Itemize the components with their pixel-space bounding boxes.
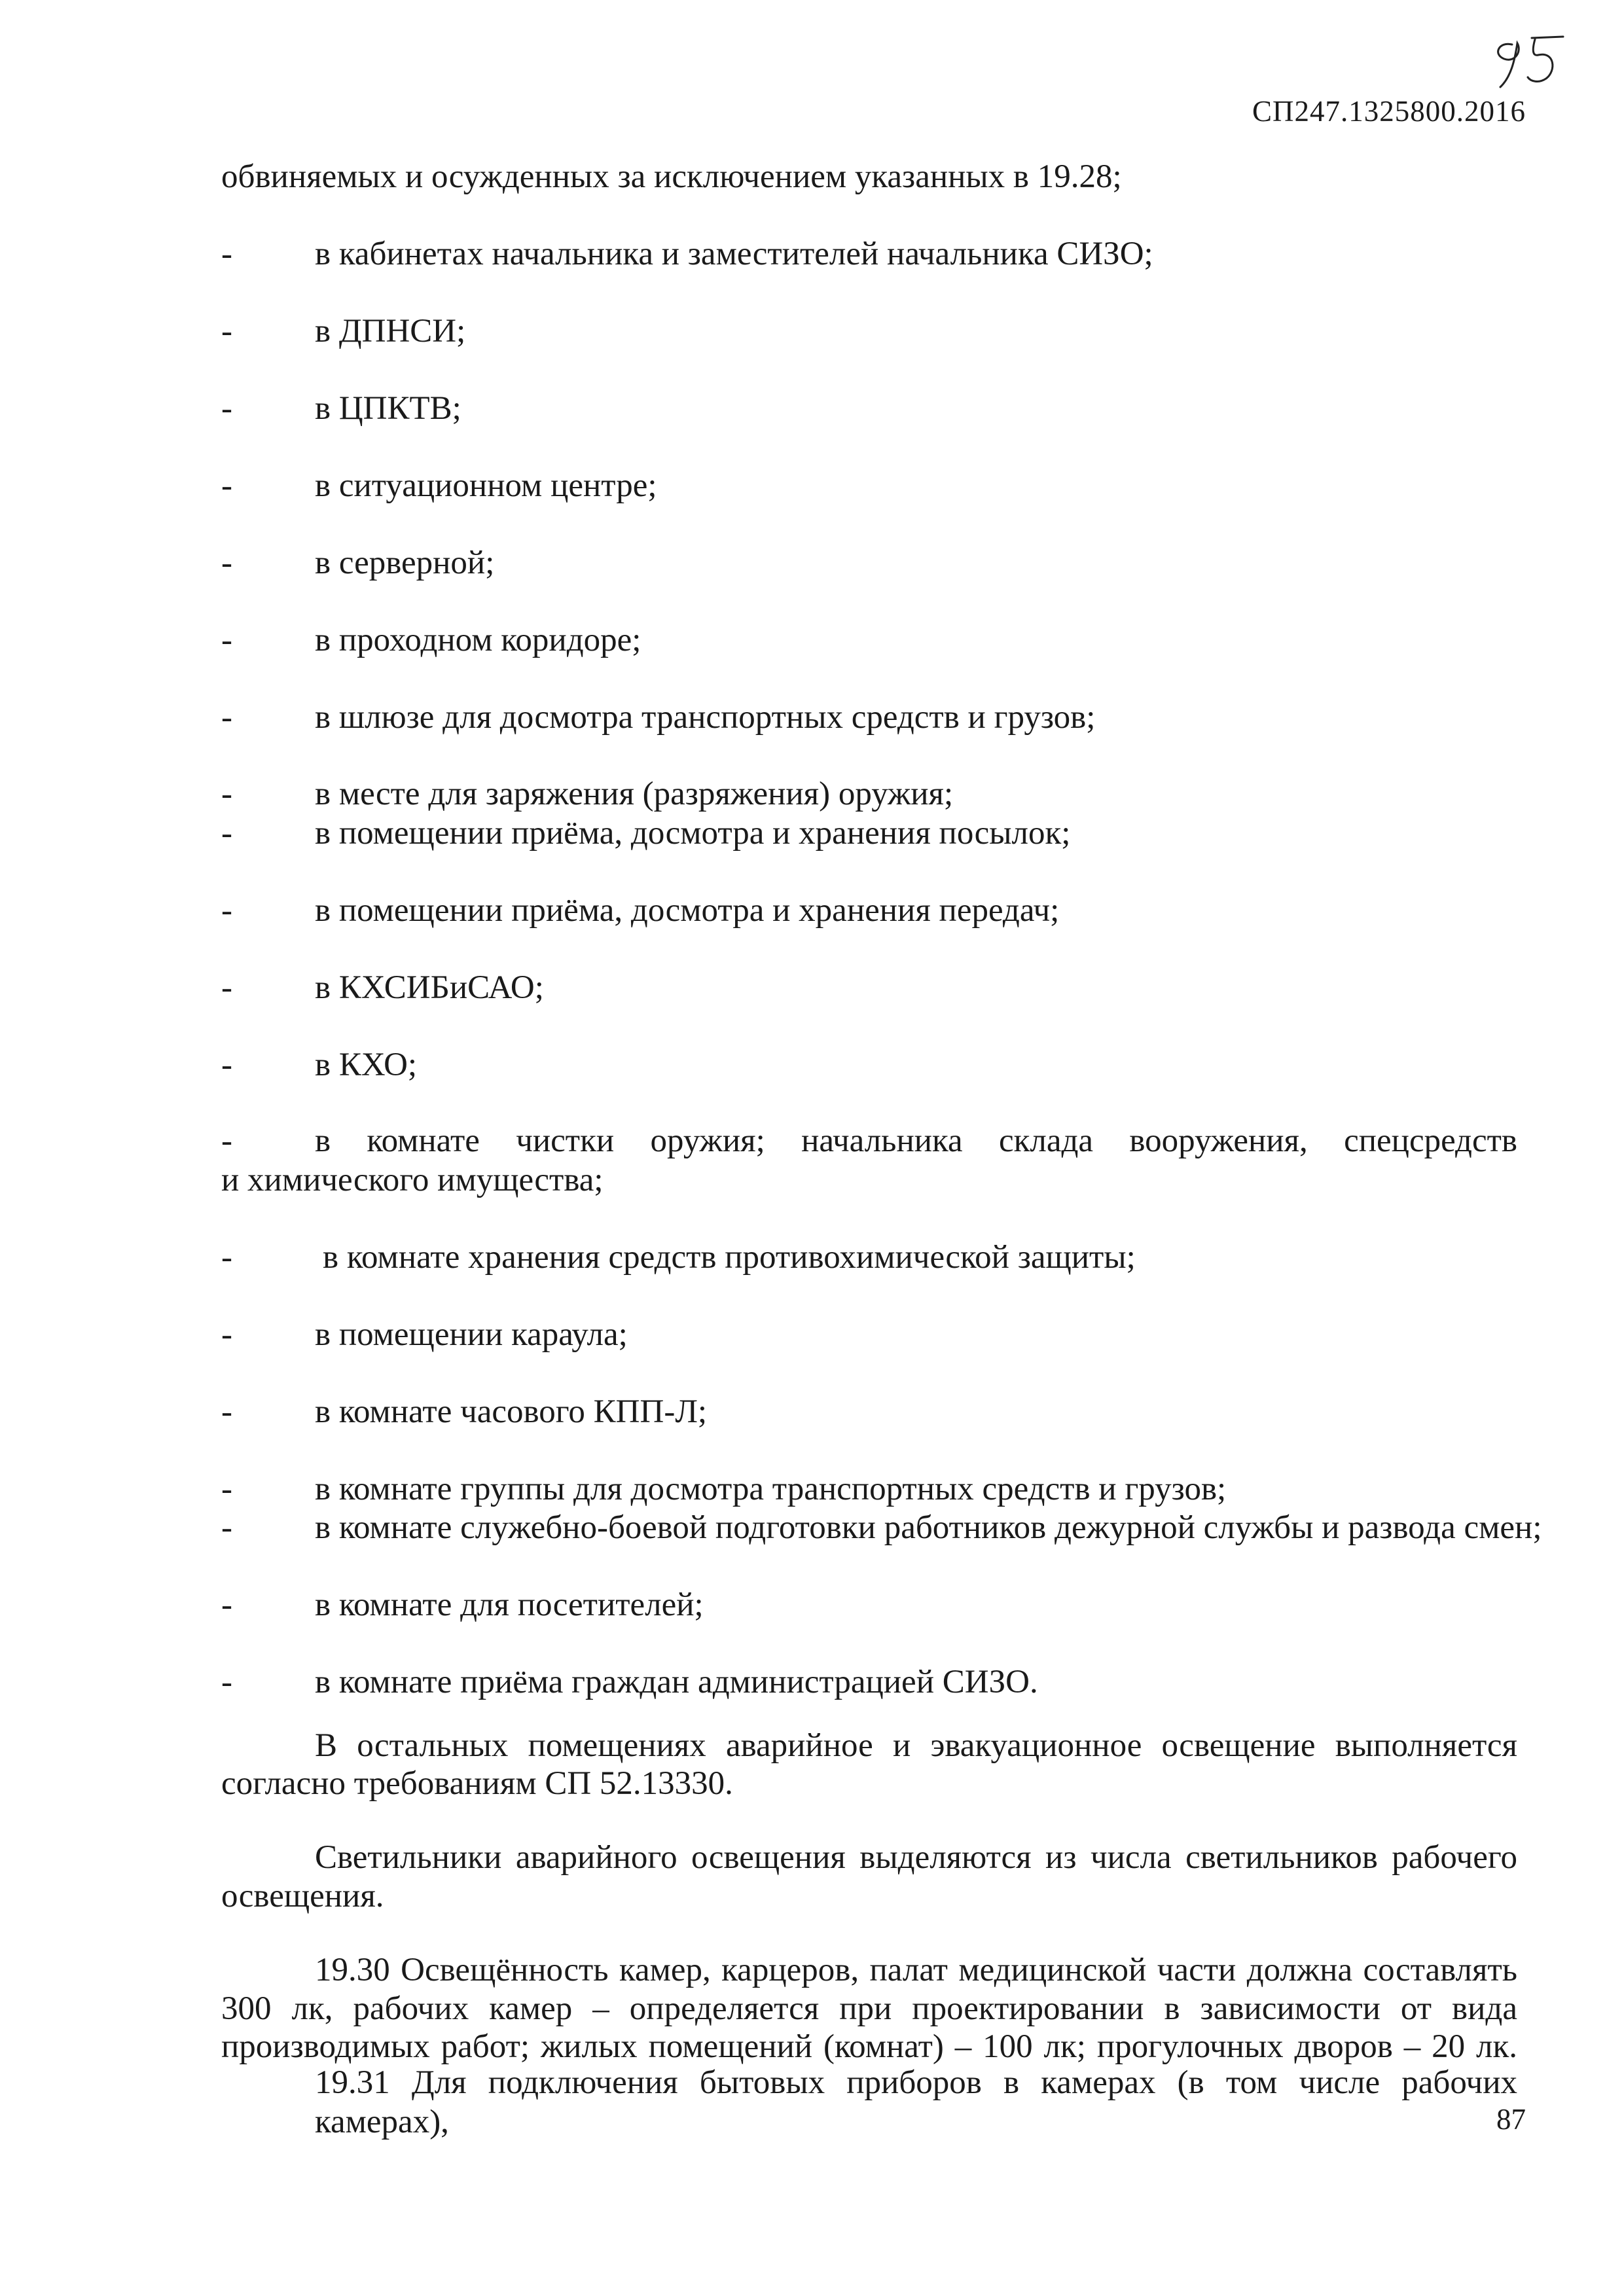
list-item: в комнате хранения средств противохимической защиты;: [323, 1239, 1136, 1276]
list-item: в помещении приёма, досмотра и хранения передач;: [315, 892, 1060, 929]
list-item: в помещении приёма, досмотра и хранения посылок;: [315, 815, 1071, 852]
list-dash: -: [221, 390, 232, 427]
paragraph-line: 19.30 Освещённость камер, карцеров, палат медицинской части должна составлять: [315, 1952, 1517, 1988]
list-item: в КХСИБиСАО;: [315, 969, 544, 1006]
list-dash: -: [221, 1471, 232, 1507]
list-dash: -: [221, 892, 232, 929]
list-item: в кабинетах начальника и заместителей начальника СИЗО;: [315, 236, 1153, 272]
list-item: в проходном коридоре;: [315, 622, 641, 658]
list-item: в ситуационном центре;: [315, 467, 657, 504]
list-dash: -: [221, 622, 232, 658]
paragraph-line: производимых работ; жилых помещений (комнат) – 100 лк; прогулочных дворов – 20 лк.: [221, 2028, 1517, 2065]
list-dash: -: [221, 815, 232, 852]
list-item: в шлюзе для досмотра транспортных средств и грузов;: [315, 699, 1096, 736]
list-dash: -: [221, 969, 232, 1006]
paragraph-line: согласно требованиям СП 52.13330.: [221, 1765, 733, 1802]
list-dash: -: [221, 545, 232, 581]
list-dash: -: [221, 1393, 232, 1430]
list-item: в серверной;: [315, 545, 495, 581]
list-dash: -: [221, 1316, 232, 1353]
list-item: в помещении караула;: [315, 1316, 628, 1353]
list-dash: -: [221, 1239, 232, 1276]
paragraph-line: 19.31 Для подключения бытовых приборов в камерах (в том числе рабочих камерах),: [315, 2064, 1517, 2140]
paragraph-line: освещения.: [221, 1878, 384, 1914]
list-item: в комнате группы для досмотра транспортных средств и грузов;: [315, 1471, 1227, 1507]
list-dash: -: [221, 1047, 232, 1083]
list-item: в ДПНСИ;: [315, 313, 466, 350]
list-dash: -: [221, 1664, 232, 1700]
list-item-continuation: и химического имущества;: [221, 1162, 604, 1198]
paragraph-line: В остальных помещениях аварийное и эвакуационное освещение выполняется: [315, 1727, 1517, 1764]
paragraph-line: 300 лк, рабочих камер – определяется при проектировании в зависимости от вида: [221, 1990, 1517, 2027]
list-item: в комнате для посетителей;: [315, 1587, 704, 1623]
list-item: в комнате приёма граждан администрацией СИЗО.: [315, 1664, 1038, 1700]
continuation-line: обвиняемых и осужденных за исключением указанных в 19.28;: [221, 158, 1122, 195]
document-code: СП247.1325800.2016: [1252, 95, 1526, 128]
list-dash: -: [221, 467, 232, 504]
list-dash: -: [221, 1122, 232, 1159]
list-dash: -: [221, 776, 232, 812]
handwritten-page-number: [1486, 31, 1571, 90]
list-dash: -: [221, 1509, 232, 1546]
list-item-justified: в комнате чистки оружия; начальника склада вооружения, спецсредств: [315, 1122, 1517, 1159]
list-item: в КХО;: [315, 1047, 418, 1083]
list-item: в месте для заряжения (разряжения) оружия;: [315, 776, 954, 812]
paragraph-line: Светильники аварийного освещения выделяются из числа светильников рабочего: [315, 1839, 1517, 1876]
list-dash: -: [221, 699, 232, 736]
page-number: 87: [1496, 2103, 1526, 2136]
list-item: в комнате часового КПП-Л;: [315, 1393, 708, 1430]
list-dash: -: [221, 1587, 232, 1623]
list-item: в комнате служебно-боевой подготовки работников дежурной службы и развода смен;: [315, 1509, 1542, 1546]
list-dash: -: [221, 313, 232, 350]
list-dash: -: [221, 236, 232, 272]
list-item: в ЦПКТВ;: [315, 390, 461, 427]
